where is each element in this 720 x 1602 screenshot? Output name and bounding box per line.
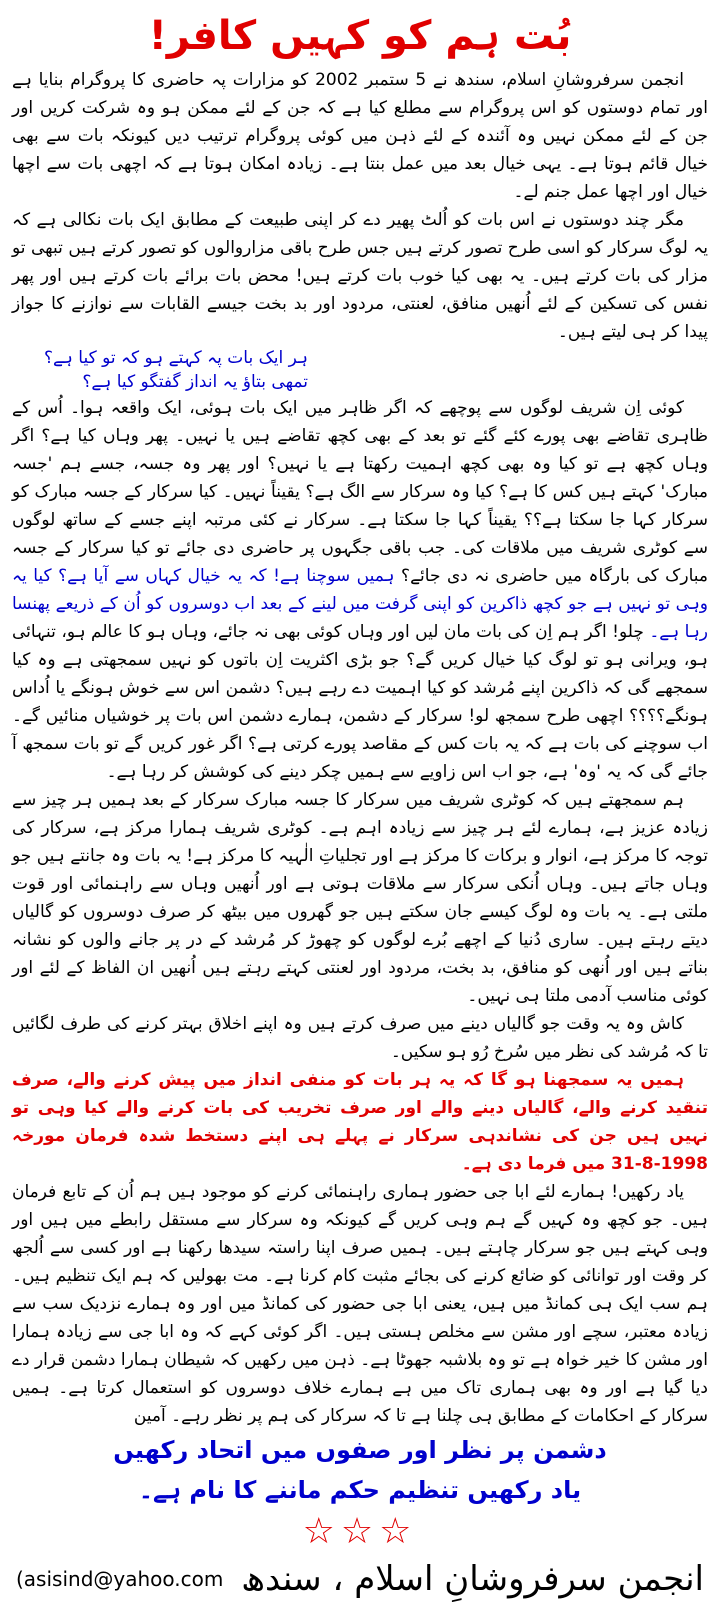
paragraph-question-text: کوئی اِن شریف لوگوں سے پوچھے کہ اگر ظاہر میں ایک بات ہوئی، ایک واقعہ ہوا۔ اُس کے ظاہری تقاضے بھی پورے کئے گئے تو بعد کے بھی کچھ تقاضے ہیں یا نہیں۔ پھر وہاں کیا ہے؟ اگر وہاں کچھ ہے تو کیا وہ بھی کچھ اہمیت رکھتا ہے یا نہیں؟ اور پھر وہ جسہ، جسے ہم 'جسہ مبارک' کہتے ہیں کس کا ہے؟ کیا وہ سرکار سے الگ ہے؟ یقیناً نہیں۔ کیا سرکار کے جسہ مبارک کو سرکار کہا جا سکتا ہے؟؟ یقیناً کہا جا سکتا ہے۔ سرکار نے کئی مرتبہ اپنے جسے کے ساتھ لوگوں سے کوٹری شریف میں ملاقات کی۔ جب باقی جگہوں پر حاضری دی جائے تو کیا سرکار کے جسہ مبارک کی بارگاہ میں حاضری نہ دی جائے؟	[12, 398, 709, 586]
verse-line-1: ہر ایک بات پہ کہتے ہو کہ تو کیا ہے؟	[43, 348, 308, 368]
page-title: بُت ہم کو کہیں کافر!	[148, 13, 572, 59]
highlight-thought: ہمیں سوچنا ہے! کہ یہ خیال کہاں سے آیا ہے؟ کیا یہ وہی تو نہیں ہے جو کچھ ذاکرین کو اپنی گرفت میں لینے کے بعد اب دوسروں کو اُن کے ذریعے پھنسا رہا ہے۔	[12, 566, 709, 642]
stars-divider: ☆☆☆	[302, 1511, 418, 1552]
paragraph-remember: یاد رکھیں! ہمارے لئے ابا جی حضور ہماری راہنمائی کرنے کو موجود ہیں ہم اُن کے تابع فرمان ہیں۔ جو کچھ وہ کہیں گے ہم وہی کریں گے کیونکہ وہ سرکار سے مستقل رابطے میں ہیں اور وہی کہتے ہیں جو سرکار چاہتے ہیں۔ ہمیں صرف اپنا راستہ سیدھا رکھنا ہے اور کسی سے اُلجھ کر وقت اور توانائی کو ضائع کرنے کی بجائے مثبت کام کرنا ہے۔ مت بھولیں کہ ہم ایک تنظیم ہیں۔ ہم سب ایک ہی کمانڈ میں ہیں، یعنی ابا جی حضور کی کمانڈ میں اور وہ ہمارے نزدیک سب سے زیادہ معتبر، سچے اور مشن سے مخلص ہستی ہیں۔ اگر کوئی کہے کہ وہ ابا جی سے زیادہ ہمارا اور مشن کا خیر خواہ ہے تو وہ بلاشبہ جھوٹا ہے۔ ذہن میں رکھیں کہ شیطان ہمارا دشمن قرار دے دیا گیا ہے اور وہ بھی ہماری تاک میں ہے ہمارے خلاف دوسروں کو استعمال کرتا ہے۔ ہمیں سرکار کے احکامات کے مطابق ہی چلنا ہے تا کہ سرکار کی ہم پر نظر رہے۔ آمین	[12, 1182, 708, 1426]
paragraph-objection: مگر چند دوستوں نے اس بات کو اُلٹ پھیر دے کر اپنی طبیعت کے مطابق ایک بات نکالی ہے کہ یہ لوگ سرکار کو اسی طرح تصور کرتے ہیں جس طرح باقی مزاروالوں کو تصور کرتے ہیں تبھی تو مزار کی بات کرتے ہیں۔ یہ بھی کیا خوب بات کرتے ہیں! محض بات برائے بات کرتے ہیں اور پھر نفس کی تسکین کے لئے اُنھیں منافق، لعنتی، مردود اور بد بخت جیسے القابات سے نوازنے کا جواز پیدا کر ہی لیتے ہیں۔	[12, 210, 708, 342]
footer	[12, 1556, 708, 1602]
verse-line-2: تمھی بتاؤ یہ انداز گفتگو کیا ہے؟	[82, 372, 308, 392]
paragraph-wish: کاش وہ یہ وقت جو گالیاں دینے میں صرف کرتے ہیں وہ اپنے اخلاق بہتر کرنے کی طرف لگائیں تا کہ مُرشد کی نظر میں سُرخ رُو ہو سکیں۔	[12, 1014, 708, 1062]
slogan-unity: دشمن پر نظر اور صفوں میں اتحاد رکھیں	[113, 1436, 607, 1464]
paragraph-intro: انجمن سرفروشانِ اسلام، سندھ نے 5 ستمبر 2002 کو مزارات پہ حاضری کا پروگرام بنایا ہے اور تمام دوستوں کو اس پروگرام سے مطلع کیا ہے کہ جن کے لئے ممکن ہو وہ شرکت کریں اور جن کے لئے ممکن نہیں وہ آئندہ کے لئے ذہن میں کوئی پروگرام ترتیب دیں کیونکہ بات سے بھی خیال قائم ہوتا ہے۔ یہی خیال بعد میں عمل بنتا ہے۔ زیادہ امکان ہوتا ہے کہ اچھی بات سے اچھا خیال اور اچھا عمل جنم لے۔	[12, 70, 708, 202]
paragraph-kotri-sharif: ہم سمجھتے ہیں کہ کوٹری شریف میں سرکار کا جسہ مبارک سرکار کے بعد ہمیں ہر چیز سے زیادہ عزیز ہے، ہمارے لئے ہر چیز سے زیادہ اہم ہے۔ کوٹری شریف ہمارا مرکز ہے، سرکار کی توجہ کا مرکز ہے، انوار و برکات کا مرکز ہے اور تجلیاتِ الٰہیہ کا مرکز ہے! یہ بات وہ جانتے ہیں جو وہاں جاتے ہیں۔ وہاں اُنکی سرکار سے ملاقات ہوتی ہے اور اُنھیں وہاں سے راہنمائی اور قوت ملتی ہے۔ یہ بات وہ لوگ کیسے جان سکتے ہیں جو گھروں میں بیٹھ کر صرف دوسروں کو گالیاں دیتے رہتے ہیں۔ ساری دُنیا کے اچھے بُرے لوگوں کو چھوڑ کر مُرشد کے در پر جانے والوں کو نشانہ بناتے ہیں اور اُنھی کو منافق، بد بخت، مردود اور لعنتی کہتے رہتے ہیں اُنھیں ان الفاظ کے لئے اور کوئی مناسب آدمی ملتا ہی نہیں۔	[12, 790, 708, 1006]
paragraph-question-continued: چلو! اگر ہم اِن کی بات مان لیں اور وہاں کوئی بھی نہ جائے، وہاں ہو کا عالم ہو، تنہائی ہو، ویرانی ہو تو لوگ کیا خیال کریں گے؟ جو بڑی اکثریت اِن باتوں کو نہیں سمجھتی ہے وہ کیا سمجھے گی کہ ذاکرین اپنے مُرشد کو کیا اہمیت دے رہے ہیں؟ دشمن اس سے خوش ہونگے یا اُداس ہونگے؟؟؟؟ اچھی طرح سمجھ لو! سرکار کے دشمن، ہمارے دشمن اس بات پر خوشیاں منائیں گے۔ اب سوچنے کی بات ہے کہ یہ بات کس کے مقاصد پورے کرتی ہے؟ اگر غور کریں گے تو بات سمجھ آ جائے گی کہ یہ 'وہ' ہے، جو اب اس زاویے سے ہمیں چکر دینے کی کوشش کر رہا ہے۔	[12, 622, 708, 782]
organization-name: انجمن سرفروشانِ اسلام ، سندھ	[241, 1559, 704, 1599]
slogan-discipline: یاد رکھیں تنظیم حکم ماننے کا نام ہے۔	[138, 1476, 582, 1504]
email-address: (asisind@yahoo.com	[16, 1567, 224, 1591]
paragraph-question	[12, 394, 708, 786]
paragraph-warning: ہمیں یہ سمجھنا ہو گا کہ یہ ہر بات کو منفی انداز میں پیش کرنے والے، صرف تنقید کرنے والے، گالیاں دینے والے اور صرف تخریب کی بات کرنے والے کیا وہی تو نہیں ہیں جن کی نشاندہی سرکار نے پہلے ہی اپنے دستخط شدہ فرمان مورخہ 1998-8-31 میں فرما دی ہے۔	[12, 1070, 708, 1174]
